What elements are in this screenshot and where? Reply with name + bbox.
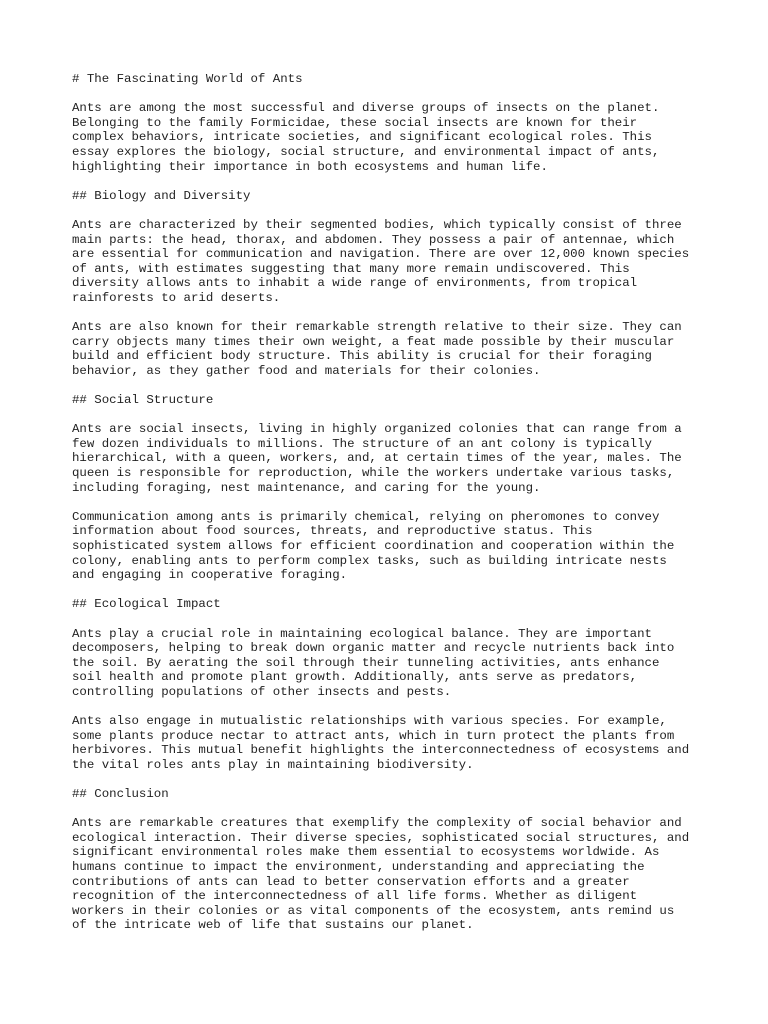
intro-paragraph: Ants are among the most successful and diverse groups of insects on the planet. Belonging to the family Formicidae, these social insects are known for their complex behaviors, intricate societies, and significant ecological roles. This essay explores the biology, social structure, and environmental impact of ants, highlighting their importance in both ecosystems and human life. — [72, 101, 660, 174]
conclusion-paragraph: Ants are remarkable creatures that exemplify the complexity of social behavior and ecological interaction. Their diverse species, sophisticated social structures, and significant environmental roles make them essential to ecosystems worldwide. As humans continue to impact the environment, understanding and appreciating the contributions of ants can lead to better conservation efforts and a greater recognition of the interconnectedness of all life forms. Whether as diligent workers in their colonies or as vital components of the ecosystem, ants remind us of the intricate web of life that sustains our planet. — [72, 816, 690, 933]
ecological-impact-paragraph: Ants play a crucial role in maintaining ecological balance. They are important decomposers, helping to break down organic matter and recycle nutrients back into the soil. By aerating the soil through their tunneling activities, ants enhance soil health and promote plant growth. Additionally, ants serve as predators, controlling populations of other insects and pests. — [72, 626, 675, 699]
section-heading-ecological-impact: ## Ecological Impact — [72, 597, 221, 612]
biology-paragraph: Ants are characterized by their segmented bodies, which typically consist of three main parts: the head, thorax, and abdomen. They possess a pair of antennae, which are essential for communication and navigation. There are over 12,000 known species of ants, with estimates suggesting that many more remain undiscovered. This diversity allows ants to inhabit a wide range of environments, from tropical rainforests to arid deserts. — [72, 217, 690, 305]
document-page — [72, 72, 712, 948]
biology-paragraph: Ants are also known for their remarkable strength relative to their size. They can carry objects many times their own weight, a feat made possible by their muscular build and efficient body structure. This ability is crucial for their foraging behavior, as they gather food and materials for their colonies. — [72, 320, 682, 378]
section-heading-social-structure: ## Social Structure — [72, 393, 214, 408]
document-title: # The Fascinating World of Ants — [72, 72, 303, 86]
section-heading-biology: ## Biology and Diversity — [72, 188, 251, 203]
social-structure-paragraph: Communication among ants is primarily chemical, relying on pheromones to convey information about food sources, threats, and reproductive status. This sophisticated system allows for efficient coordination and cooperation within the colony, enabling ants to perform complex tasks, such as building intricate nests and engaging in cooperative foraging. — [72, 509, 675, 583]
social-structure-paragraph: Ants are social insects, living in highly organized colonies that can range from a few dozen individuals to millions. The structure of an ant colony is typically hierarchical, with a queen, workers, and, at certain times of the year, males. The queen is responsible for reproduction, while the workers undertake various tasks, including foraging, nest maintenance, and caring for the young. — [72, 422, 682, 495]
section-heading-conclusion: ## Conclusion — [72, 787, 169, 802]
ecological-impact-paragraph: Ants also engage in mutualistic relationships with various species. For example, some plants produce nectar to attract ants, which in turn protect the plants from herbivores. This mutual benefit highlights the interconnectedness of ecosystems and the vital roles ants play in maintaining biodiversity. — [72, 714, 690, 772]
